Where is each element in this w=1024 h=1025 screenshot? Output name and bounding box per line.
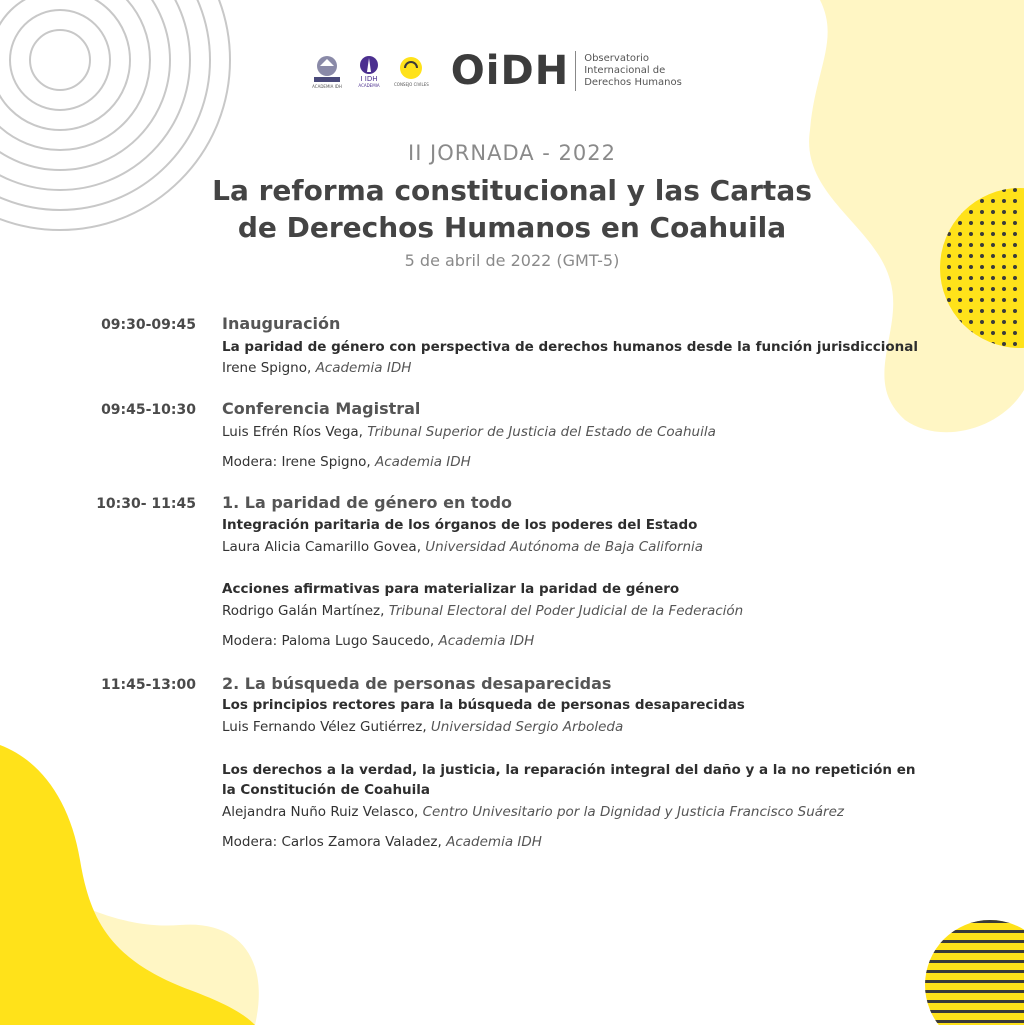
- session-time-3: 10:30- 11:45: [96, 496, 196, 512]
- event-title: [0, 172, 1024, 246]
- speaker-affiliation: Tribunal Superior de Justicia del Estado de Coahuila: [367, 424, 716, 440]
- session-2-moderator: [222, 452, 1012, 472]
- speaker-name: Irene Spigno,: [222, 360, 312, 376]
- session-3-topic-2: Acciones afirmativas para materializar la paridad de género: [222, 581, 680, 597]
- speaker-name: Alejandra Nuño Ruiz Velasco,: [222, 804, 419, 820]
- speaker-affiliation: Tribunal Electoral del Poder Judicial de la Federación: [388, 603, 744, 619]
- oidh-desc-line1: Observatorio: [584, 53, 649, 64]
- session-title-3: 1. La paridad de género en todo: [222, 493, 513, 512]
- speaker-name: Luis Efrén Ríos Vega,: [222, 424, 363, 440]
- logo-academia-seal: [310, 54, 344, 89]
- session-title-1: Inauguración: [222, 314, 341, 333]
- event-title-line1: La reforma constitucional y las Cartas: [212, 174, 812, 207]
- oidh-desc-line3: Derechos Humanos: [584, 77, 682, 88]
- speaker-affiliation: Universidad Sergio Arboleda: [430, 719, 624, 735]
- session-1-speaker: [222, 358, 1012, 378]
- moderator-name: Modera: Irene Spigno,: [222, 454, 371, 470]
- logo-iidh: [358, 55, 380, 88]
- speaker-name: Luis Fernando Vélez Gutiérrez,: [222, 719, 427, 735]
- logo-consejo: [394, 56, 429, 87]
- logo2-caption: ACADEMIA: [358, 82, 380, 88]
- speaker-affiliation: Academia IDH: [315, 360, 412, 376]
- session-3-topic-1: Integración paritaria de los órganos de los poderes del Estado: [222, 517, 698, 533]
- moderator-affiliation: Academia IDH: [375, 454, 471, 470]
- event-edition: II JORNADA - 2022: [408, 141, 616, 165]
- oidh-divider: [575, 51, 576, 91]
- session-3-moderator: [222, 631, 1012, 651]
- session-4-topic-1: Los principios rectores para la búsqueda de personas desaparecidas: [222, 697, 745, 713]
- moderator-name: Modera: Carlos Zamora Valadez,: [222, 834, 442, 850]
- seal-icon: [310, 54, 344, 84]
- event-date: 5 de abril de 2022 (GMT-5): [404, 251, 620, 270]
- iidh-emblem-icon: [358, 55, 380, 75]
- oidh-desc-line2: Internacional de: [584, 65, 666, 76]
- oidh-description: [584, 53, 682, 89]
- speaker-affiliation: Centro Univesitario por la Dignidad y Justicia Francisco Suárez: [422, 804, 844, 820]
- moderator-affiliation: Academia IDH: [438, 633, 535, 649]
- session-4-topic-2-line2: la Constitución de Coahuila: [222, 782, 431, 798]
- moderator-name: Modera: Paloma Lugo Saucedo,: [222, 633, 435, 649]
- session-time-2: 09:45-10:30: [101, 402, 196, 418]
- session-time-1: 09:30-09:45: [101, 317, 196, 333]
- session-1-topic: La paridad de género con perspectiva de derechos humanos desde la función jurisdiccional: [222, 339, 918, 355]
- logo2-name: I IDH: [360, 74, 378, 83]
- session-4-speaker-2: [222, 802, 1012, 822]
- session-4-speaker-1: [222, 717, 1012, 737]
- oidh-wordmark: OiDH: [450, 48, 570, 94]
- consejo-emblem-icon: [396, 56, 426, 82]
- session-title-4: 2. La búsqueda de personas desaparecidas: [222, 674, 612, 693]
- session-3-speaker-2: [222, 601, 1012, 621]
- session-2-speaker: [222, 422, 1012, 442]
- moderator-affiliation: Academia IDH: [446, 834, 542, 850]
- session-title-2: Conferencia Magistral: [222, 399, 421, 418]
- speaker-name: Rodrigo Galán Martínez,: [222, 603, 385, 619]
- speaker-name: Laura Alicia Camarillo Govea,: [222, 539, 421, 555]
- event-title-line2: de Derechos Humanos en Coahuila: [237, 211, 787, 244]
- logo1-caption: ACADEMIA IDH: [312, 83, 342, 89]
- speaker-affiliation: Universidad Autónoma de Baja California: [425, 539, 704, 555]
- session-time-4: 11:45-13:00: [101, 677, 196, 693]
- session-4-moderator: [222, 832, 1012, 852]
- session-4-topic-2-line1: Los derechos a la verdad, la justicia, la reparación integral del daño y a la no repetición en: [222, 762, 916, 778]
- logo3-caption: CONSEJO CIVILES: [394, 81, 429, 87]
- session-3-speaker-1: [222, 537, 1012, 557]
- logos-header: [310, 46, 682, 96]
